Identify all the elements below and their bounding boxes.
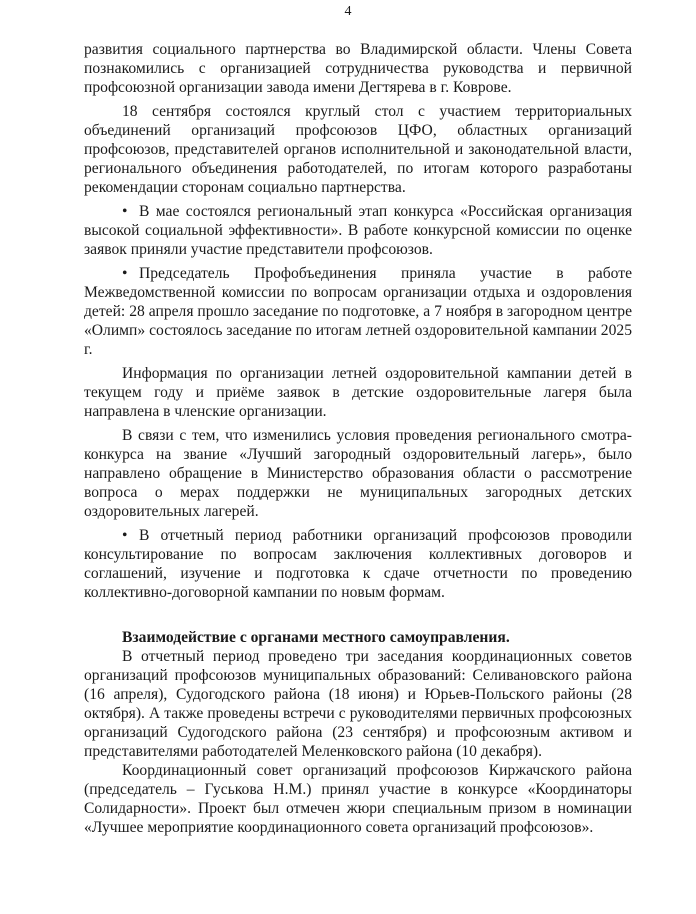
bullet-consulting xyxy=(84,526,632,602)
page-number: 4 xyxy=(344,4,352,19)
section-heading: Взаимодействие с органами местного самоуправления. xyxy=(122,629,510,646)
bullet-text: Председатель Профобъединения приняла участие в работе Межведомственной комиссии по вопросам организации отдыха и оздоровления детей: 28 апреля прошло заседание по подготовке, а 7 ноября в загородном центре «Олимп» состоялось заседание по итогам летней оздоровительной кампании 2025 г. xyxy=(84,265,632,358)
paragraph-summer-campaign: Информация по организации летней оздоровительной кампании детей в текущем году и приёме заявок в детские оздоровительные лагеря была направлена в членские организации. xyxy=(84,365,632,420)
bullet-marker: • xyxy=(122,527,128,544)
bullet-contest-regional xyxy=(84,202,632,259)
bullet-marker: • xyxy=(122,265,128,282)
paragraph-kirzhach-council: Координационный совет организаций профсоюзов Киржачского района (председатель – Гуськова Н.М.) принял участие в конкурсе «Координаторы Солидарности». Проект был отмечен жюри специальным призом в номинации «Лучшее мероприятие координационного совета организаций профсоюзов». xyxy=(84,762,632,836)
paragraph-continuation: развития социального партнерства во Владимирской области. Члены Совета познакомились с организацией сотрудничества руководства и первичной профсоюзной организации завода имени Дегтярева в г. Коврове. xyxy=(84,41,632,96)
paragraph-coordination-councils: В отчетный период проведено три заседания координационных советов организаций профсоюзов муниципальных образований: Селивановского района (16 апреля), Судогодского района (18 июня) и Юрьев-Польского районы (28 октября). А также проведены встречи с руководителями первичных профсоюзных организаций Судогодского района (23 сентября) и профсоюзным активом и представителями работодателей Меленковского района (10 декабря). xyxy=(84,648,632,760)
bullet-marker: • xyxy=(122,203,128,220)
bullet-text: В мае состоялся региональный этап конкурса «Российская организация высокой социальной эффективности». В работе конкурсной комиссии по оценке заявок приняли участие представители профсоюзов. xyxy=(84,203,632,258)
page-body xyxy=(84,40,632,842)
paragraph-round-table: 18 сентября состоялся круглый стол с участием территориальных объединений организаций профсоюзов ЦФО, областных организаций профсоюзов, представителей органов исполнительной и законодательной власти, регионального объединения работодателей, по итогам которого разработаны рекомендации сторонам социально партнерства. xyxy=(84,103,632,196)
paragraph-camp-contest: В связи с тем, что изменились условия проведения регионального смотра-конкурса на звание «Лучший загородный оздоровительный лагерь», было направлено обращение в Министерство образования области о рассмотрение вопроса о мерах поддержки не муниципальных загородных детских оздоровительных лагерей. xyxy=(84,427,632,520)
bullet-text: В отчетный период работники организаций профсоюзов проводили консультирование по вопросам заключения коллективных договоров и соглашений, изучение и подготовка к сдаче отчетности по проведению коллективно-договорной кампании по новым формам. xyxy=(84,527,632,601)
bullet-commission-children xyxy=(84,264,632,359)
